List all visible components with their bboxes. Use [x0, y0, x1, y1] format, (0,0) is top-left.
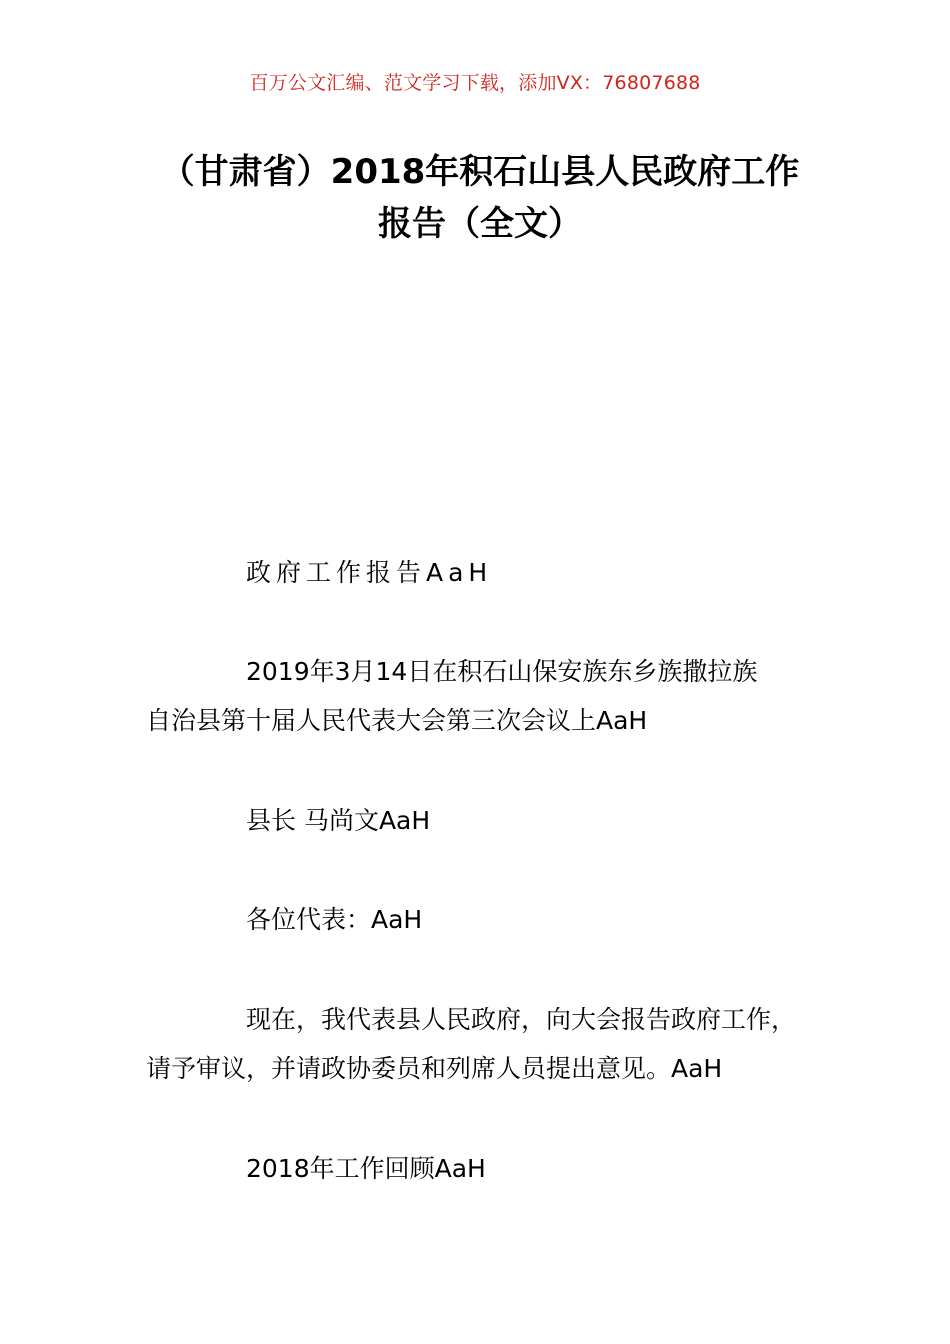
- greeting-line: 各位代表：AaH: [246, 905, 423, 934]
- document-title-line-1: （甘肃省）2018年积石山县人民政府工作: [160, 152, 800, 192]
- meeting-info-line-2: 自治县第十届人民代表大会第三次会议上AaH: [146, 706, 648, 735]
- speaker-line: 县长 马尚文AaH: [246, 806, 431, 835]
- intro-line-2: 请予审议，并请政协委员和列席人员提出意见。AaH: [146, 1054, 723, 1083]
- report-heading-paragraph: [146, 548, 836, 597]
- greeting-paragraph: [146, 895, 836, 944]
- section-heading-paragraph: [146, 1144, 836, 1193]
- intro-line-1: 现在，我代表县人民政府，向大会报告政府工作，: [246, 1005, 797, 1034]
- report-heading: 政府工作报告AaH: [246, 558, 493, 587]
- intro-paragraph: [146, 995, 836, 1093]
- meeting-info-line-1: 2019年3月14日在积石山保安族东乡族撒拉族: [246, 657, 758, 686]
- promo-header-note: 百万公文汇编、范文学习下载，添加VX：76807688: [249, 72, 701, 94]
- speaker-paragraph: [146, 796, 836, 845]
- document-title: [140, 146, 820, 250]
- document-title-line-2: 报告（全文）: [378, 204, 582, 244]
- meeting-info-paragraph: [146, 647, 836, 745]
- section-heading: 2018年工作回顾AaH: [246, 1154, 486, 1183]
